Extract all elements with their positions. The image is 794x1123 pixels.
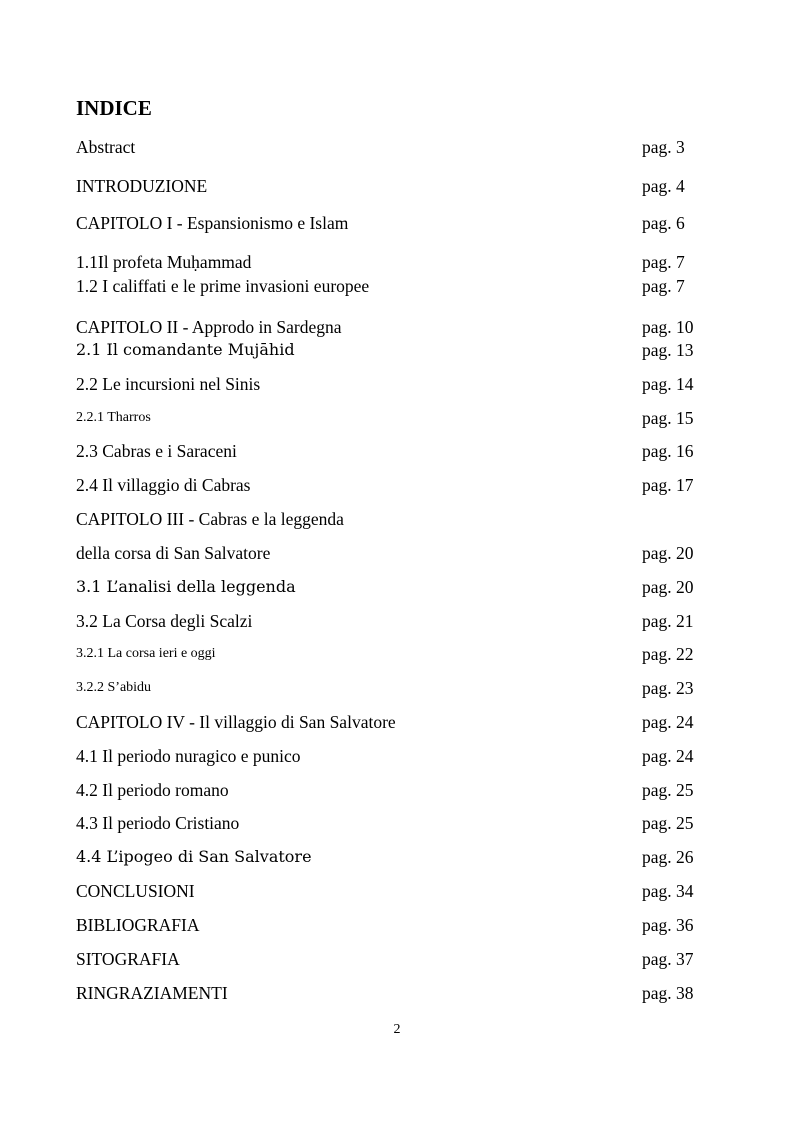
toc-entry-capitolo-3-cont xyxy=(76,541,700,565)
toc-entry-label: CONCLUSIONI xyxy=(76,881,195,901)
toc-entry-page: pag. 36 xyxy=(642,915,694,935)
toc-entry-4-3 xyxy=(76,811,700,835)
toc-entry-label: 4.3 Il periodo Cristiano xyxy=(76,813,240,833)
toc-entry-2-2-1 xyxy=(76,406,700,430)
toc-entry-2-4 xyxy=(76,473,700,497)
toc-entry-2-1 xyxy=(76,338,700,362)
toc-entry-label: della corsa di San Salvatore xyxy=(76,543,271,563)
toc-entry-3-2 xyxy=(76,609,700,633)
toc-entry-3-2-1 xyxy=(76,642,700,666)
toc-entry-capitolo-2 xyxy=(76,315,700,339)
toc-entry-page: pag. 13 xyxy=(642,340,694,360)
toc-entry-label: CAPITOLO III - Cabras e la leggenda xyxy=(76,509,344,529)
toc-entry-introduzione xyxy=(76,174,700,198)
toc-entry-page: pag. 34 xyxy=(642,881,694,901)
toc-entry-label: 1.2 I califfati e le prime invasioni europee xyxy=(76,276,370,296)
toc-entry-page: pag. 23 xyxy=(642,678,694,698)
toc-entry-page: pag. 37 xyxy=(642,949,694,969)
toc-entry-label: 1.1Il profeta Muḥammad xyxy=(76,252,252,272)
toc-entry-3-1 xyxy=(76,575,700,599)
toc-entry-label: INTRODUZIONE xyxy=(76,176,208,196)
toc-entry-ringraziamenti xyxy=(76,981,700,1005)
toc-entry-page: pag. 16 xyxy=(642,441,694,461)
toc-entry-page: pag. 7 xyxy=(642,252,685,272)
toc-entry-label: 4.2 Il periodo romano xyxy=(76,780,229,800)
toc-entry-page: pag. 25 xyxy=(642,780,694,800)
toc-entry-page: pag. 25 xyxy=(642,813,694,833)
toc-entry-page: pag. 6 xyxy=(642,213,685,233)
toc-entry-label: CAPITOLO I - Espansionismo e Islam xyxy=(76,213,349,233)
toc-entry-page: pag. 38 xyxy=(642,983,694,1003)
toc-entry-label: 3.2.1 La corsa ieri e oggi xyxy=(76,646,216,661)
toc-entry-page: pag. 20 xyxy=(642,543,694,563)
toc-entry-abstract xyxy=(76,135,700,159)
toc-entry-1-2 xyxy=(76,274,700,298)
toc-entry-3-2-2 xyxy=(76,676,700,700)
toc-entry-label: CAPITOLO II - Approdo in Sardegna xyxy=(76,317,342,337)
toc-entry-4-2 xyxy=(76,778,700,802)
toc-entry-label: 3.2 La Corsa degli Scalzi xyxy=(76,611,253,631)
toc-entry-label: 4.4 L’ipogeo di San Salvatore xyxy=(76,847,312,866)
toc-entry-label: 2.4 Il villaggio di Cabras xyxy=(76,475,251,495)
page-number: 2 xyxy=(393,1022,401,1037)
toc-entry-capitolo-1 xyxy=(76,211,700,235)
toc-entry-sitografia xyxy=(76,947,700,971)
toc-entry-page: pag. 10 xyxy=(642,317,694,337)
toc-entry-label: 2.2.1 Tharros xyxy=(76,410,151,425)
toc-entry-page: pag. 17 xyxy=(642,475,694,495)
toc-entry-2-2 xyxy=(76,372,700,396)
toc-entry-page: pag. 22 xyxy=(642,644,694,664)
toc-entry-capitolo-4 xyxy=(76,710,700,734)
toc-entry-capitolo-3 xyxy=(76,507,700,531)
toc-entry-label: 3.1 L’analisi della leggenda xyxy=(76,577,296,596)
toc-entry-label: 3.2.2 S’abidu xyxy=(76,680,152,695)
toc-entry-page: pag. 7 xyxy=(642,276,685,296)
toc-entry-page: pag. 14 xyxy=(642,374,694,394)
toc-entry-page: pag. 26 xyxy=(642,847,694,867)
toc-entry-conclusioni xyxy=(76,879,700,903)
toc-entry-label: 2.3 Cabras e i Saraceni xyxy=(76,441,237,461)
toc-entry-bibliografia xyxy=(76,913,700,937)
toc-entry-2-3 xyxy=(76,439,700,463)
toc-entry-page: pag. 4 xyxy=(642,176,685,196)
toc-entry-label: 2.2 Le incursioni nel Sinis xyxy=(76,374,261,394)
toc-entry-label: BIBLIOGRAFIA xyxy=(76,915,200,935)
toc-entry-label: RINGRAZIAMENTI xyxy=(76,983,228,1003)
toc-entry-page: pag. 24 xyxy=(642,746,694,766)
toc-entry-label: 4.1 Il periodo nuragico e punico xyxy=(76,746,301,766)
toc-entry-label: SITOGRAFIA xyxy=(76,949,180,969)
toc-entry-label: Abstract xyxy=(76,137,136,157)
toc-entry-4-4 xyxy=(76,845,700,869)
toc-entry-4-1 xyxy=(76,744,700,768)
toc-entry-page: pag. 21 xyxy=(642,611,694,631)
toc-entry-page: pag. 3 xyxy=(642,137,685,157)
toc-entry-page: pag. 20 xyxy=(642,577,694,597)
toc-entry-label: CAPITOLO IV - Il villaggio di San Salvatore xyxy=(76,712,396,732)
toc-entry-1-1 xyxy=(76,250,700,274)
page-title: INDICE xyxy=(76,96,152,120)
toc-entry-page: pag. 24 xyxy=(642,712,694,732)
toc-entry-label: 2.1 Il comandante Mujāhid xyxy=(76,340,295,359)
toc-entry-page: pag. 15 xyxy=(642,408,694,428)
